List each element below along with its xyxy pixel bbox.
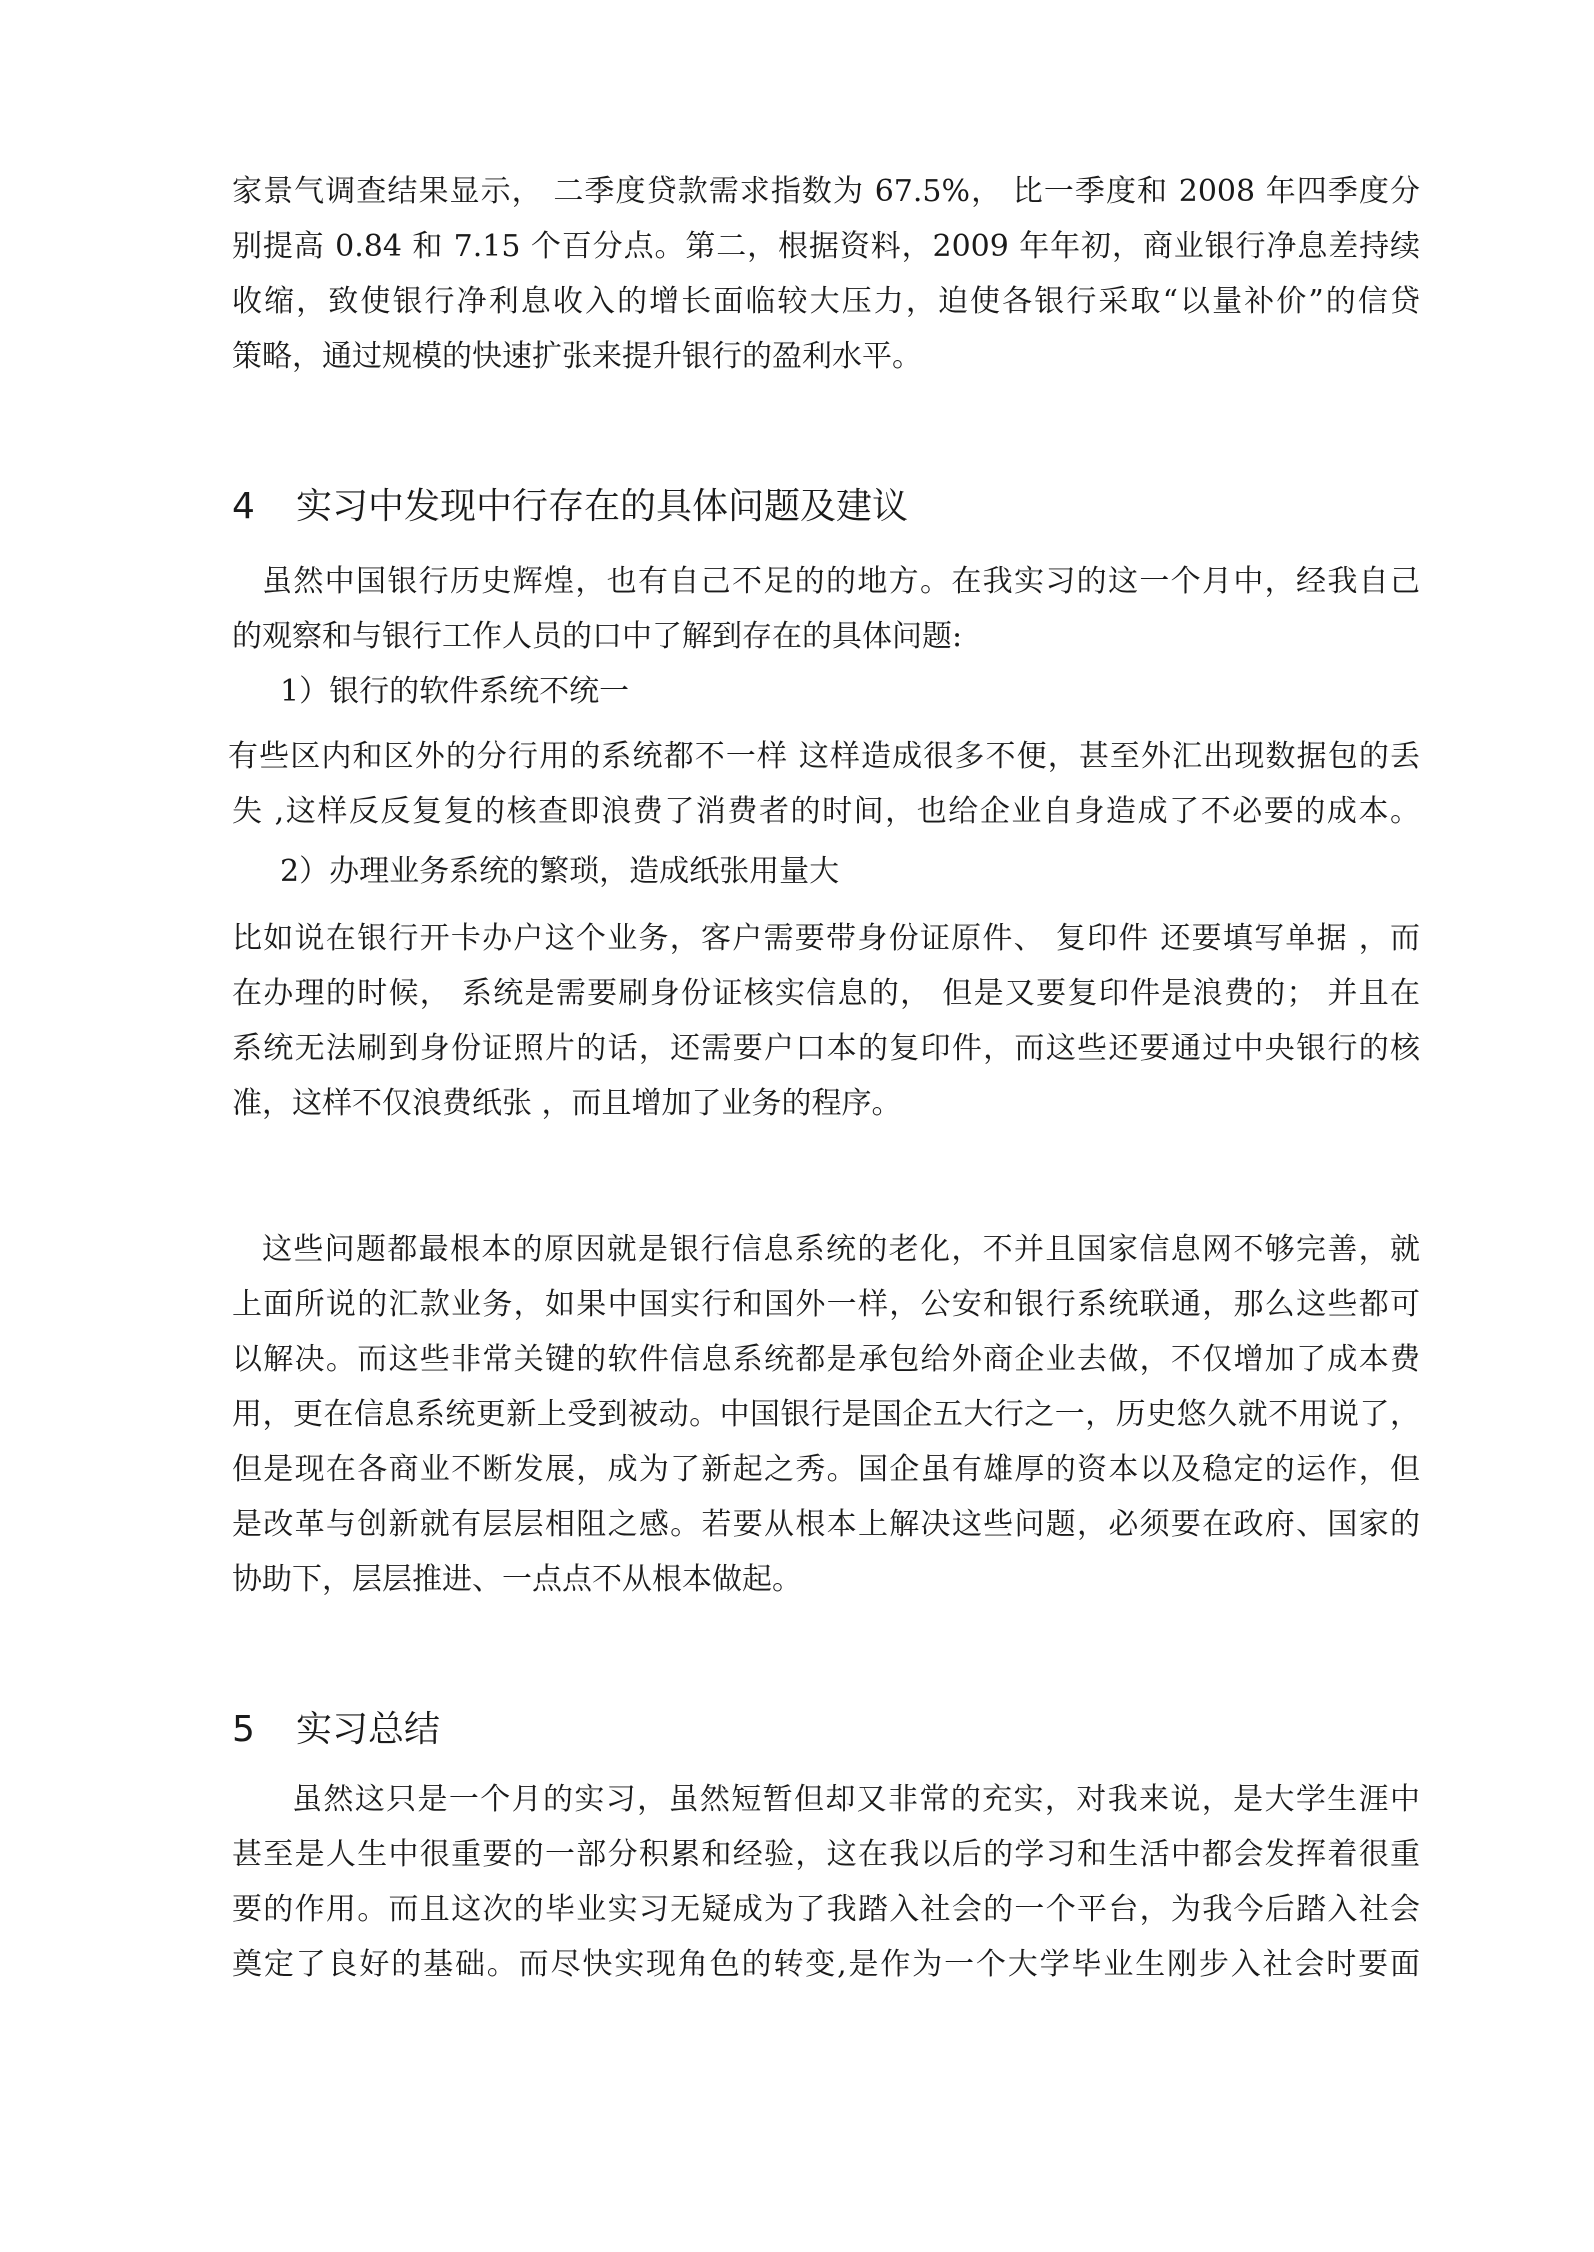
paragraph-line: 比如说在银行开卡办户这个业务，客户需要带身份证原件、 复印件 还要填写单据 ，而 xyxy=(232,921,1420,956)
paragraph-line: 以解决。而这些非常关键的软件信息系统都是承包给外商企业去做，不仅增加了成本费 xyxy=(232,1342,1420,1377)
paragraph-line: 虽然这只是一个月的实习，虽然短暂但却又非常的充实，对我来说，是大学生涯中 xyxy=(292,1782,1420,1817)
paragraph-line: 收缩，致使银行净利息收入的增长面临较大压力，迫使各银行采取“以量补价”的信贷 xyxy=(232,284,1420,319)
paragraph-line: 甚至是人生中很重要的一部分积累和经验，这在我以后的学习和生活中都会发挥着很重 xyxy=(232,1837,1420,1872)
paragraph-line: 这些问题都最根本的原因就是银行信息系统的老化，不并且国家信息网不够完善，就 xyxy=(262,1232,1420,1267)
list-item-title: 1）银行的软件系统不统一 xyxy=(280,674,630,709)
section-number: 5 xyxy=(232,1709,255,1750)
section-title: 实习总结 xyxy=(296,1709,441,1750)
paragraph-line: 要的作用。而且这次的毕业实习无疑成为了我踏入社会的一个平台，为我今后踏入社会 xyxy=(232,1892,1420,1927)
section-heading xyxy=(232,1705,440,1755)
section-heading xyxy=(232,482,908,532)
paragraph-line: 协助下，层层推进、一点点不从根本做起。 xyxy=(232,1562,802,1597)
list-item-title: 2）办理业务系统的繁琐，造成纸张用量大 xyxy=(280,854,840,889)
paragraph-line: 在办理的时候， 系统是需要刷身份证核实信息的， 但是又要复印件是浪费的； 并且在 xyxy=(232,976,1420,1011)
paragraph-line: 失 ,这样反反复复的核查即浪费了消费者的时间，也给企业自身造成了不必要的成本。 xyxy=(232,794,1420,829)
paragraph-line: 是改革与创新就有层层相阻之感。若要从根本上解决这些问题，必须要在政府、国家的 xyxy=(232,1507,1420,1542)
paragraph-line: 奠定了良好的基础。而尽快实现角色的转变,是作为一个大学毕业生刚步入社会时要面 xyxy=(232,1947,1420,1982)
paragraph-line: 但是现在各商业不断发展，成为了新起之秀。国企虽有雄厚的资本以及稳定的运作，但 xyxy=(232,1452,1420,1487)
paragraph-line: 系统无法刷到身份证照片的话，还需要户口本的复印件，而这些还要通过中央银行的核 xyxy=(232,1031,1420,1066)
paragraph-line: 家景气调查结果显示， 二季度贷款需求指数为 67.5%， 比一季度和 2008 年四季度分 xyxy=(232,174,1420,209)
paragraph-line: 准，这样不仅浪费纸张 ，而且增加了业务的程序。 xyxy=(232,1086,902,1121)
paragraph-line: 上面所说的汇款业务，如果中国实行和国外一样，公安和银行系统联通，那么这些都可 xyxy=(232,1287,1420,1322)
paragraph-line: 虽然中国银行历史辉煌，也有自己不足的的地方。在我实习的这一个月中，经我自己 xyxy=(262,564,1420,599)
paragraph-line: 有些区内和区外的分行用的系统都不一样 这样造成很多不便，甚至外汇出现数据包的丢 xyxy=(228,739,1420,774)
paragraph-line: 别提高 0.84 和 7.15 个百分点。第二，根据资料，2009 年年初，商业银行净息差持续 xyxy=(232,229,1420,264)
paragraph-line: 用，更在信息系统更新上受到被动。中国银行是国企五大行之一，历史悠久就不用说了， xyxy=(232,1397,1420,1432)
paragraph-line: 的观察和与银行工作人员的口中了解到存在的具体问题: xyxy=(232,619,963,654)
paragraph-line: 策略，通过规模的快速扩张来提升银行的盈利水平。 xyxy=(232,339,922,374)
section-number: 4 xyxy=(232,486,255,527)
section-title: 实习中发现中行存在的具体问题及建议 xyxy=(296,486,909,527)
